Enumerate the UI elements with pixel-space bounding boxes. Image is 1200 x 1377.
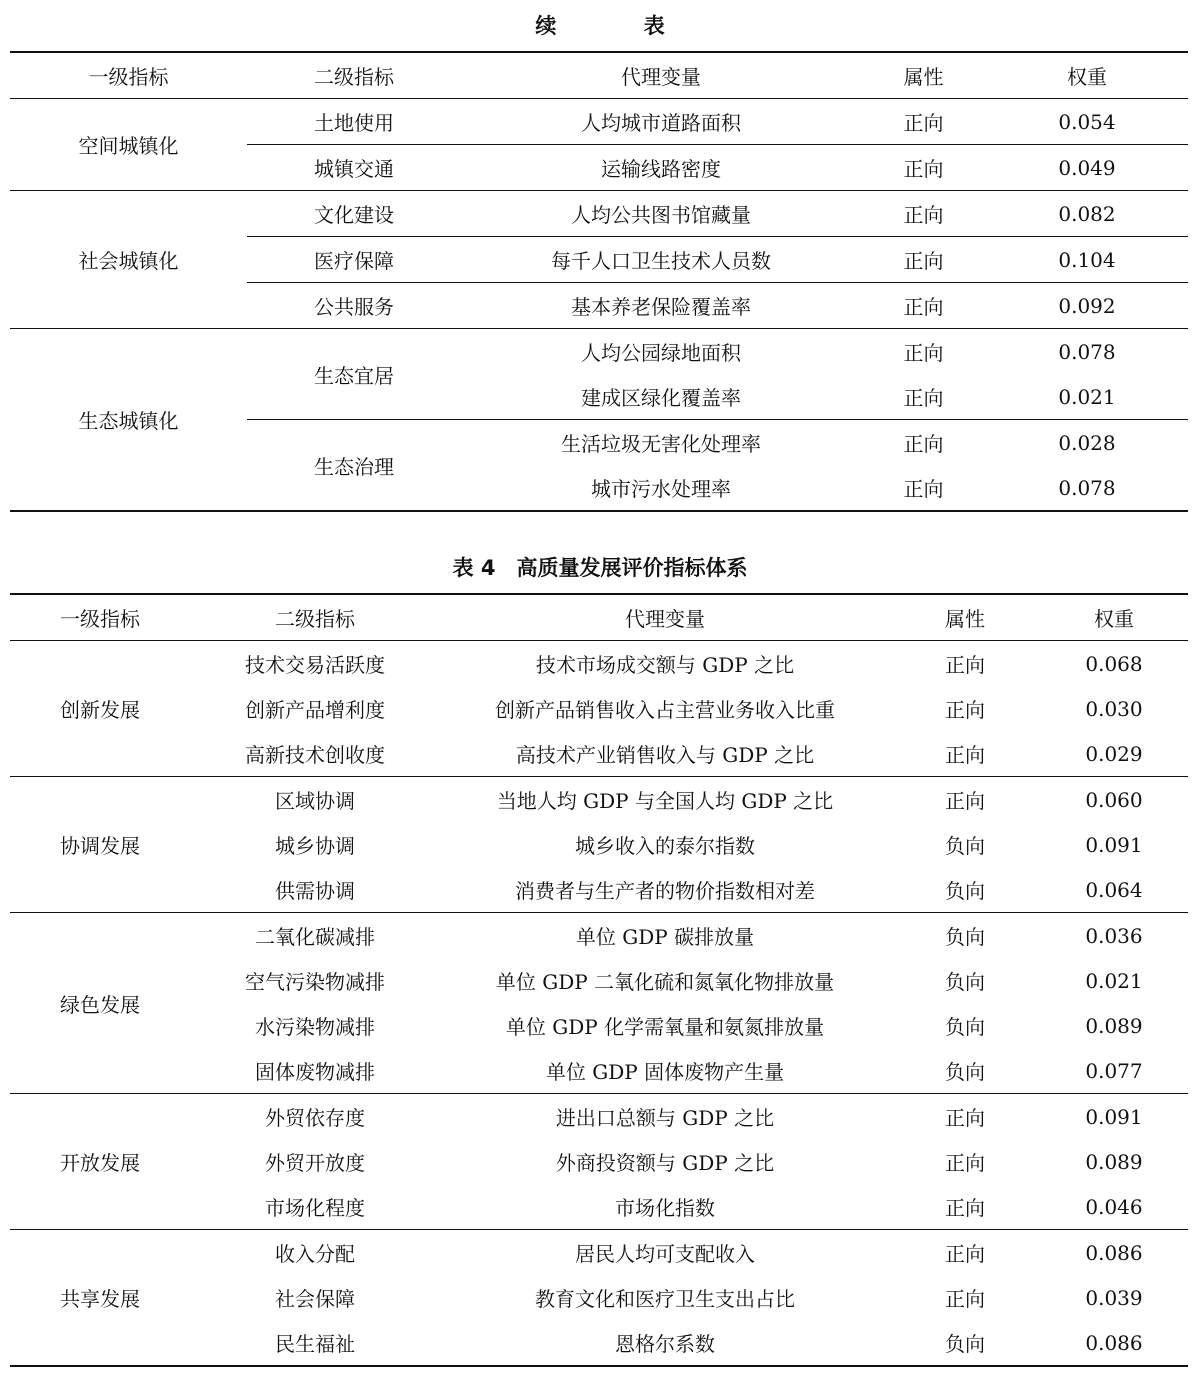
- weight: 0.078: [1058, 339, 1116, 364]
- proxy-variable: 生活垃圾无害化处理率: [561, 432, 761, 456]
- weight: 0.089: [1085, 1149, 1143, 1174]
- attribute: 正向: [890, 1184, 1040, 1230]
- weight: 0.077: [1040, 1048, 1188, 1094]
- secondary-indicator: 生态治理: [247, 420, 461, 512]
- high-quality-development-index-table: [10, 593, 1188, 1367]
- secondary-indicator: 社会保障: [275, 1287, 355, 1311]
- secondary-indicator: 供需协调: [190, 867, 440, 913]
- primary-indicator: 空间城镇化: [10, 99, 247, 191]
- secondary-indicator: 外贸依存度: [265, 1106, 365, 1130]
- header-primary: 一级指标: [60, 607, 140, 631]
- proxy-variable: 教育文化和医疗卫生支出占比: [535, 1287, 795, 1311]
- attribute: 负向: [945, 834, 985, 858]
- secondary-indicator: 高新技术创收度: [190, 731, 440, 777]
- attribute: 正向: [861, 465, 986, 511]
- attribute: 负向: [890, 1048, 1040, 1094]
- proxy-variable: 运输线路密度: [461, 145, 861, 191]
- weight: 0.021: [1085, 968, 1143, 993]
- primary-indicator: 生态城镇化: [10, 329, 247, 512]
- weight: 0.091: [1085, 1104, 1143, 1129]
- proxy-variable: 建成区绿化覆盖率: [461, 374, 861, 420]
- attribute: 负向: [945, 925, 985, 949]
- secondary-indicator: 创新产品增利度: [245, 698, 385, 722]
- header-primary: 一级指标: [88, 65, 169, 89]
- attribute: 正向: [945, 1287, 985, 1311]
- secondary-indicator: 区域协调: [275, 789, 355, 813]
- weight: 0.091: [1085, 832, 1143, 857]
- attribute: 正向: [945, 698, 985, 722]
- weight: 0.104: [986, 237, 1188, 283]
- urbanization-index-table: [10, 51, 1188, 512]
- table-row: [10, 191, 1188, 237]
- attribute: 正向: [945, 653, 985, 677]
- secondary-indicator: 公共服务: [247, 283, 461, 329]
- proxy-variable: 创新产品销售收入占主营业务收入比重: [495, 698, 835, 722]
- weight: 0.089: [1085, 1013, 1143, 1038]
- table1-caption: 续 表: [535, 14, 705, 38]
- weight: 0.086: [1040, 1320, 1188, 1366]
- secondary-indicator: 生态宜居: [247, 329, 461, 420]
- table-row: [10, 1230, 1188, 1276]
- weight: 0.029: [1040, 731, 1188, 777]
- proxy-variable: 市场化指数: [440, 1184, 890, 1230]
- primary-indicator: 创新发展: [10, 641, 190, 777]
- proxy-variable: 进出口总额与 GDP 之比: [555, 1106, 775, 1130]
- proxy-variable: 人均公园绿地面积: [581, 341, 741, 365]
- attribute: 正向: [890, 731, 1040, 777]
- attribute: 正向: [861, 145, 986, 191]
- table4-caption: 表 4 高质量发展评价指标体系: [452, 556, 748, 580]
- proxy-variable: 恩格尔系数: [440, 1320, 890, 1366]
- table-row: [10, 329, 1188, 375]
- table-header-row: [10, 52, 1188, 99]
- attribute: 正向: [861, 283, 986, 329]
- secondary-indicator: 文化建设: [247, 191, 461, 237]
- header-proxy: 代理变量: [625, 607, 705, 631]
- weight: 0.064: [1040, 867, 1188, 913]
- weight: 0.068: [1085, 651, 1143, 676]
- header-proxy: 代理变量: [621, 65, 701, 89]
- header-secondary: 二级指标: [275, 607, 355, 631]
- attribute: 正向: [945, 1106, 985, 1130]
- secondary-indicator: 外贸开放度: [265, 1151, 365, 1175]
- table-row: [10, 641, 1188, 687]
- secondary-indicator: 城乡协调: [275, 834, 355, 858]
- table1-body: [10, 99, 1188, 512]
- secondary-indicator: 土地使用: [247, 99, 461, 145]
- secondary-indicator: 收入分配: [275, 1242, 355, 1266]
- primary-indicator: 开放发展: [10, 1094, 190, 1230]
- secondary-indicator: 民生福祉: [190, 1320, 440, 1366]
- attribute: 正向: [903, 341, 944, 365]
- proxy-variable: 单位 GDP 碳排放量: [575, 925, 755, 949]
- weight: 0.046: [1040, 1184, 1188, 1230]
- secondary-indicator: 市场化程度: [190, 1184, 440, 1230]
- proxy-variable: 消费者与生产者的物价指数相对差: [440, 867, 890, 913]
- table-header-row: [10, 594, 1188, 641]
- proxy-variable: 当地人均 GDP 与全国人均 GDP 之比: [496, 789, 834, 813]
- attribute: 正向: [945, 1151, 985, 1175]
- secondary-indicator: 二氧化碳减排: [255, 925, 375, 949]
- proxy-variable: 城乡收入的泰尔指数: [575, 834, 755, 858]
- attribute: 负向: [945, 1015, 985, 1039]
- header-weight: 权重: [1067, 65, 1107, 89]
- secondary-indicator: 固体废物减排: [190, 1048, 440, 1094]
- weight: 0.030: [1085, 696, 1143, 721]
- proxy-variable: 每千人口卫生技术人员数: [461, 237, 861, 283]
- primary-indicator: 协调发展: [10, 777, 190, 913]
- attribute: 正向: [861, 237, 986, 283]
- primary-indicator: 社会城镇化: [10, 191, 247, 329]
- proxy-variable: 人均公共图书馆藏量: [461, 191, 861, 237]
- weight: 0.082: [986, 191, 1188, 237]
- primary-indicator: 共享发展: [10, 1230, 190, 1367]
- secondary-indicator: 水污染物减排: [255, 1015, 375, 1039]
- attribute: 正向: [903, 432, 944, 456]
- weight: 0.039: [1085, 1285, 1143, 1310]
- table-row: [10, 1094, 1188, 1140]
- proxy-variable: 技术市场成交额与 GDP 之比: [535, 653, 795, 677]
- weight: 0.054: [986, 99, 1188, 145]
- attribute: 正向: [861, 191, 986, 237]
- secondary-indicator: 技术交易活跃度: [245, 653, 385, 677]
- proxy-variable: 居民人均可支配收入: [575, 1242, 755, 1266]
- proxy-variable: 单位 GDP 二氧化硫和氮氧化物排放量: [495, 970, 835, 994]
- weight: 0.021: [986, 374, 1188, 420]
- weight: 0.092: [986, 283, 1188, 329]
- proxy-variable: 外商投资额与 GDP 之比: [555, 1151, 775, 1175]
- secondary-indicator: 城镇交通: [247, 145, 461, 191]
- header-weight: 权重: [1094, 607, 1134, 631]
- weight: 0.036: [1085, 923, 1143, 948]
- attribute: 负向: [890, 1320, 1040, 1366]
- table-row: [10, 913, 1188, 959]
- proxy-variable: 城市污水处理率: [461, 465, 861, 511]
- weight: 0.060: [1085, 787, 1143, 812]
- weight: 0.028: [1058, 430, 1116, 455]
- proxy-variable: 高技术产业销售收入与 GDP 之比: [440, 731, 890, 777]
- weight: 0.078: [986, 465, 1188, 511]
- weight: 0.049: [986, 145, 1188, 191]
- attribute: 正向: [861, 99, 986, 145]
- weight: 0.086: [1085, 1240, 1143, 1265]
- attribute: 正向: [945, 1242, 985, 1266]
- proxy-variable: 基本养老保险覆盖率: [461, 283, 861, 329]
- attribute: 负向: [945, 970, 985, 994]
- proxy-variable: 单位 GDP 固体废物产生量: [440, 1048, 890, 1094]
- proxy-variable: 单位 GDP 化学需氧量和氨氮排放量: [505, 1015, 825, 1039]
- table-row: [10, 99, 1188, 145]
- attribute: 正向: [861, 374, 986, 420]
- attribute: 负向: [890, 867, 1040, 913]
- header-attribute: 属性: [903, 65, 944, 89]
- table-row: [10, 777, 1188, 823]
- attribute: 正向: [945, 789, 985, 813]
- header-attribute: 属性: [945, 607, 985, 631]
- secondary-indicator: 空气污染物减排: [245, 970, 385, 994]
- proxy-variable: 人均城市道路面积: [461, 99, 861, 145]
- table2-body: [10, 641, 1188, 1367]
- primary-indicator: 绿色发展: [10, 913, 190, 1094]
- header-secondary: 二级指标: [314, 65, 394, 89]
- secondary-indicator: 医疗保障: [247, 237, 461, 283]
